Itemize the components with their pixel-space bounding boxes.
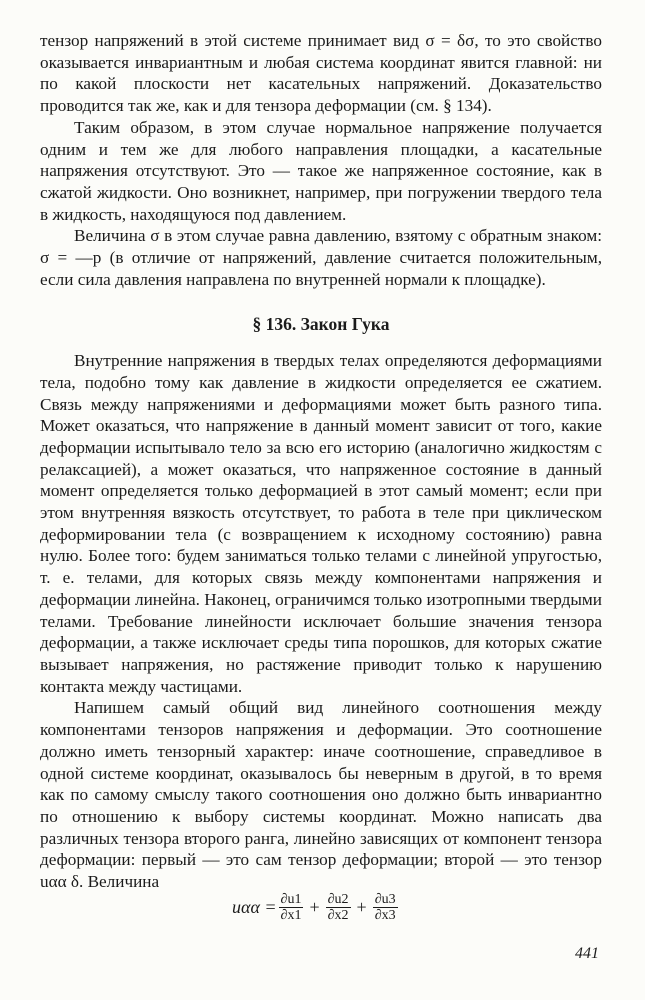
paragraph-1: тензор напряжений в этой системе принимает вид σ = δσ, то это свойство оказывается инвариантным и любая система координат явится главной: ни по какой плоскости нет касательных напряжений. Доказательство проводится так же, как и для тензора деформации (см. § 134). xyxy=(40,31,602,116)
section-heading: § 136. Закон Гука xyxy=(252,314,390,335)
paragraph-3: Величина σ в этом случае равна давлению, взятому с обратным знаком: σ = —p (в отличие от напряжений, давление считается положительным, если сила давления направлена по внутренней нормали к площадке). xyxy=(40,226,602,289)
fraction-1-denominator: ∂x1 xyxy=(280,908,302,923)
fraction-2 xyxy=(326,892,351,923)
fraction-1-numerator: ∂u1 xyxy=(280,892,302,907)
fraction-1 xyxy=(279,892,304,923)
plus-sign-1: + xyxy=(309,897,320,917)
fraction-3 xyxy=(373,892,398,923)
fraction-3-denominator: ∂x3 xyxy=(374,908,396,923)
fraction-2-numerator: ∂u2 xyxy=(327,892,349,907)
paragraph-2: Таким образом, в этом случае нормальное напряжение получается одним и тем же для любого направления площадки, а касательные напряжения отсутствуют. Это — такое же напряженное состояние, как в сжатой жидкости. Оно возникнет, например, при погружении твердого тела в жидкость, находящуюся под давлением. xyxy=(40,117,602,224)
fraction-2-denominator: ∂x2 xyxy=(327,908,349,923)
body-text xyxy=(40,30,602,893)
page-number: 441 xyxy=(575,945,599,962)
fraction-3-numerator: ∂u3 xyxy=(374,892,396,907)
plus-sign-2: + xyxy=(356,897,367,917)
paragraph-4: Внутренние напряжения в твердых телах определяются деформациями тела, подобно тому как давление в жидкости определяется ее сжатием. Связь между напряжениями и деформациями может быть разного типа. Может оказаться, что напряжение в данный момент зависит от того, какие деформации испытывало тело за всю его историю (аналогично жидкостям с релаксацией), а может оказаться, что напряженное состояние в данный момент определяется только деформацией в этот самый момент; если при этом внутренняя вязкость отсутствует, то работа в теле при циклическом деформировании тела (с возвращением к исходному состоянию) равна нулю. Более того: будем заниматься только телами с линейной упругостью, т. е. телами, для которых связь между компонентами напряжения и деформации линейна. Наконец, ограничимся только изотропными твердыми телами. Требование линейности исключает большие значения тензора деформации, а также исключает среды типа порошков, для которых сжатие вызывает напряжения, но растяжение приводит только к нарушению контакта между частицами. xyxy=(40,351,602,696)
divergence-formula xyxy=(232,892,400,923)
paragraph-5: Напишем самый общий вид линейного соотношения между компонентами тензоров напряжения и деформации. Это соотношение должно иметь тензорный характер: иначе соотношение, справедливое в одной системе координат, оказывалось бы неверным в другой, в то время как по самому смыслу такого соотношения оно должно быть инвариантно по отношению к выбору системы координат. Можно написать два различных тензора второго ранга, линейно зависящих от компонент тензора деформации: первый — это сам тензор деформации; второй — это тензор uαα δ. Величина xyxy=(40,698,602,892)
formula-lhs: uαα = xyxy=(232,897,277,917)
